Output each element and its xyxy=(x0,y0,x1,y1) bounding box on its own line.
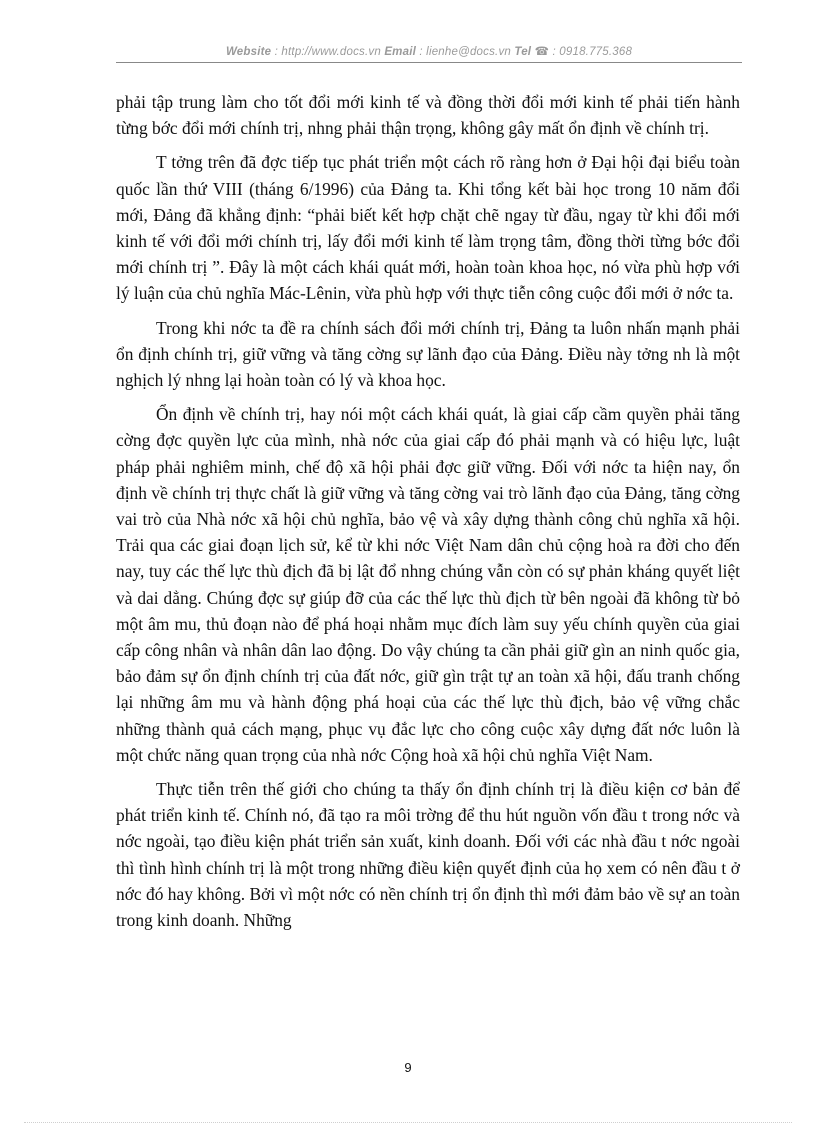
email-value[interactable]: : lienhe@docs.vn xyxy=(416,46,515,58)
website-label: Website xyxy=(225,46,272,58)
tel-label: Tel xyxy=(514,46,532,58)
page-header xyxy=(116,44,742,58)
paragraph-3: Trong khi nớc ta đề ra chính sách đổi mới chính trị, Đảng ta luôn nhấn mạnh phải ổn định chính trị, giữ vững và tăng cờng sự lãnh đạo của Đảng. Điều này tởng nh là một nghịch lý nhng lại hoàn toàn có lý và khoa học. xyxy=(116,317,740,391)
tel-value: ☎ : 0918.775.368 xyxy=(531,46,633,58)
document-body xyxy=(116,89,740,941)
paragraph-4: Ổn định về chính trị, hay nói một cách khái quát, là giai cấp cầm quyền phải tăng cờng đợc quyền lực của mình, nhà nớc của giai cấp đó phải mạnh và có hiệu lực, luật pháp phải nghiêm minh, chế độ xã hội phải đợc giữ vững. Đối với nớc ta hiện nay, ổn định về chính trị thực chất là giữ vững và tăng cờng vai trò lãnh đạo của Đảng, tăng cờng vai trò của Nhà nớc xã hội chủ nghĩa, bảo vệ và xây dựng thành công chủ nghĩa xã hội. Trải qua các giai đoạn lịch sử, kể từ khi nớc Việt Nam dân chủ cộng hoà ra đời cho đến nay, tuy các thế lực thù địch đã bị lật đổ nhng chúng vẫn còn có sự phản kháng quyết liệt và dai dẳng. Chúng đợc sự giúp đỡ của các thế lực thù địch từ bên ngoài đã không từ bỏ một âm mu, thủ đoạn nào để phá hoại nhằm mục đích làm suy yếu chính quyền của giai cấp công nhân và nhân dân lao động. Do vậy chúng ta cần phải giữ gìn an ninh quốc gia, bảo đảm sự ổn định chính trị của đất nớc, giữ gìn trật tự an toàn xã hội, đấu tranh chống lại những âm mu và hành động phá hoại của các thế lực thù địch, bảo vệ vững chắc những thành quả cách mạng, phục vụ đắc lực cho công cuộc xây dựng đất nớc luôn là một chức năng quan trọng của nhà nớc Cộng hoà xã hội chủ nghĩa Việt Nam. xyxy=(116,404,740,765)
website-value[interactable]: : http://www.docs.vn xyxy=(271,46,385,58)
paragraph-5: Thực tiễn trên thế giới cho chúng ta thấy ổn định chính trị là điều kiện cơ bản để phát triển kinh tế. Chính nó, đã tạo ra môi trờng để thu hút nguồn vốn đầu t trong nớc và nớc ngoài, tạo điều kiện phát triển sản xuất, kinh doanh. Đối với các nhà đầu t nớc ngoài thì tình hình chính trị là một trong những điều kiện quyết định của họ xem có nên đầu t ở nớc đó hay không. Bởi vì một nớc có nền chính trị ổn định thì mới đảm bảo về sự an toàn trong kinh doanh. Những xyxy=(116,779,740,931)
email-label: Email xyxy=(384,46,416,58)
paragraph-1: phải tập trung làm cho tốt đổi mới kinh tế và đồng thời đổi mới kinh tế phải tiến hành từng bớc đổi mới chính trị, nhng phải thận trọng, không gây mất ổn định về chính trị. xyxy=(116,92,740,139)
header-divider xyxy=(116,62,742,63)
page-number: 9 xyxy=(404,1060,412,1075)
paragraph-2: T tởng trên đã đợc tiếp tục phát triển một cách rõ ràng hơn ở Đại hội đại biểu toàn quốc lần thứ VIII (tháng 6/1996) của Đảng ta. Khi tổng kết bài học trong 10 năm đổi mới, Đảng đã khẳng định: “phải biết kết hợp chặt chẽ ngay từ đầu, ngay từ khi đổi mới kinh tế với đổi mới chính trị, lấy đổi mới kinh tế làm trọng tâm, đồng thời từng bớc đổi mới chính trị ”. Đây là một cách khái quát mới, hoàn toàn khoa học, nó vừa phù hợp với lý luận của chủ nghĩa Mác-Lênin, vừa phù hợp với thực tiễn công cuộc đổi mới ở nớc ta. xyxy=(116,152,740,304)
